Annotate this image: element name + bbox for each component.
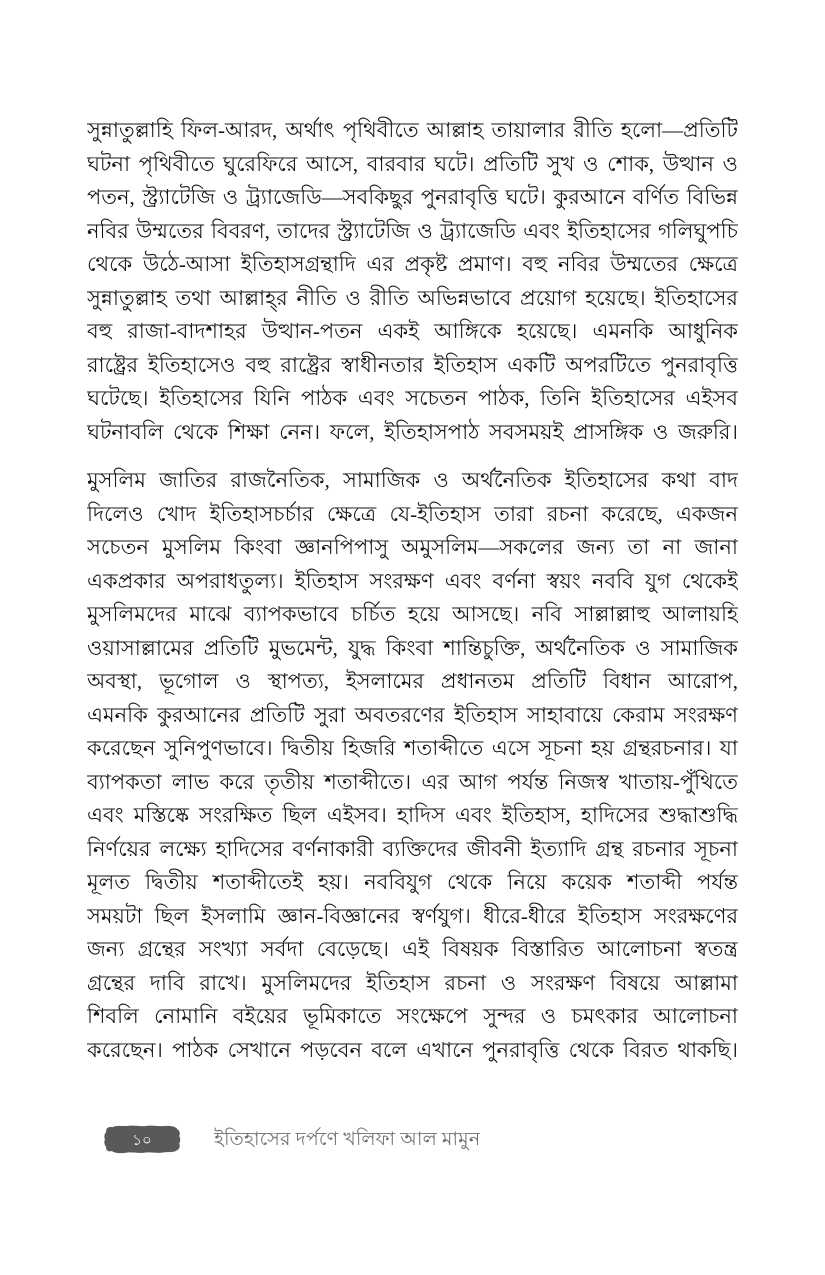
text-line: ওয়াসাল্লামের প্রতিটি মুভমেন্ট, যুদ্ধ কিংবা শান্তিচুক্তি, অর্থনৈতিক ও সামাজিক — [87, 635, 738, 660]
paragraph — [87, 464, 738, 1067]
text-line: করেছেন সুনিপুণভাবে। দ্বিতীয় হিজরি শতাব্দীতে এসে সূচনা হয় গ্রন্থরচনার। যা — [87, 736, 738, 760]
text-line: ব্যাপকতা লাভ করে তৃতীয় শতাব্দীতে। এর আগ পর্যন্ত নিজস্ব খাতায়-পুঁথিতে — [87, 769, 738, 794]
text-line: শিবলি নোমানি বইয়ের ভূমিকাতে সংক্ষেপে সুন্দর ও চমৎকার আলোচনা — [87, 1004, 738, 1028]
text-line: পতন, স্ট্র্যাটেজি ও ট্র্যাজেডি—সবকিছুর পুনরাবৃত্তি ঘটে। কুরআনে বর্ণিত বিভিন্ন — [87, 185, 738, 209]
text-line: ঘটনাবলি থেকে শিক্ষা নেন। ফলে, ইতিহাসপাঠ সবসময়ই প্রাসঙ্গিক ও জরুরি। — [87, 419, 738, 444]
text-line: ঘটনা পৃথিবীতে ঘুরেফিরে আসে, বারবার ঘটে। প্রতিটি সুখ ও শোক, উত্থান ও — [87, 151, 738, 176]
text-line: করেছেন। পাঠক সেখানে পড়বেন বলে এখানে পুনরাবৃত্তি থেকে বিরত থাকছি। — [87, 1037, 738, 1062]
text-line: নবির উম্মতের বিবরণ, তাদের স্ট্র্যাটেজি ও ট্র্যাজেডি এবং ইতিহাসের গলিঘুপচি — [87, 218, 738, 243]
text-line: সুন্নাতুল্লাহ তথা আল্লাহ্‌র নীতি ও রীতি অভিন্নভাবে প্রয়োগ হয়েছে। ইতিহাসের — [87, 285, 738, 310]
page-number-badge — [103, 1124, 181, 1155]
text-line: গ্রন্থের দাবি রাখে। মুসলিমদের ইতিহাস রচনা ও সংরক্ষণ বিষয়ে আল্লামা — [87, 970, 738, 995]
text-block — [87, 114, 738, 1067]
book-title: ইতিহাসের দর্পণে খলিফা আল মামুন — [214, 1129, 481, 1150]
text-line: রাষ্ট্রের ইতিহাসেও বহু রাষ্ট্রের স্বাধীনতার ইতিহাস একটি অপরটিতে পুনরাবৃত্তি — [87, 352, 738, 377]
paragraph — [87, 114, 738, 449]
text-line: নির্ণয়ের লক্ষ্যে হাদিসের বর্ণনাকারী ব্যক্তিদের জীবনী ইত্যাদি গ্রন্থ রচনার সূচনা — [87, 836, 738, 861]
text-line: সচেতন মুসলিম কিংবা জ্ঞানপিপাসু অমুসলিম—সকলের জন্য তা না জানা — [87, 535, 738, 559]
text-line: বহু রাজা-বাদশাহর উত্থান-পতন একই আঙ্গিকে হয়েছে। এমনকি আধুনিক — [87, 319, 738, 343]
text-line: এমনকি কুরআনের প্রতিটি সুরা অবতরণের ইতিহাস সাহাবায়ে কেরাম সংরক্ষণ — [87, 702, 738, 727]
text-line: থেকে উঠে-আসা ইতিহাসগ্রন্থাদি এর প্রকৃষ্ট প্রমাণ। বহু নবির উম্মতের ক্ষেত্রে — [87, 252, 738, 276]
text-line: একপ্রকার অপরাধতুল্য। ইতিহাস সংরক্ষণ এবং বর্ণনা স্বয়ং নববি যুগ থেকেই — [87, 568, 738, 593]
text-line: সুন্নাতুল্লাহি ফিল-আরদ, অর্থাৎ পৃথিবীতে আল্লাহ তায়ালার রীতি হলো—প্রতিটি — [87, 118, 738, 142]
text-line: মুসলিমদের মাঝে ব্যাপকভাবে চর্চিত হয়ে আসছে। নবি সাল্লাল্লাহু আলায়হি — [87, 602, 738, 626]
text-line: সময়টা ছিল ইসলামি জ্ঞান-বিজ্ঞানের স্বর্ণযুগ। ধীরে-ধীরে ইতিহাস সংরক্ষণের — [87, 903, 738, 928]
text-line: দিলেও খোদ ইতিহাসচর্চার ক্ষেত্রে যে-ইতিহাস তারা রচনা করেছে, একজন — [87, 501, 738, 526]
text-line: জন্য গ্রন্থের সংখ্যা সর্বদা বেড়েছে। এই বিষয়ক বিস্তারিত আলোচনা স্বতন্ত্র — [87, 937, 738, 961]
text-line: এবং মস্তিষ্কে সংরক্ষিত ছিল এইসব। হাদিস এবং ইতিহাস, হাদিসের শুদ্ধাশুদ্ধি — [87, 803, 738, 827]
text-line: ঘটেছে। ইতিহাসের যিনি পাঠক এবং সচেতন পাঠক, তিনি ইতিহাসের এইসব — [87, 386, 738, 410]
text-line: মূলত দ্বিতীয় শতাব্দীতেই হয়। নববিযুগ থেকে নিয়ে কয়েক শতাব্দী পর্যন্ত — [87, 870, 738, 894]
page-number: ১০ — [132, 1133, 152, 1149]
text-line: মুসলিম জাতির রাজনৈতিক, সামাজিক ও অর্থনৈতিক ইতিহাসের কথা বাদ — [87, 468, 738, 492]
text-line: অবস্থা, ভূগোল ও স্থাপত্য, ইসলামের প্রধানতম প্রতিটি বিধান আরোপ, — [87, 669, 738, 693]
page-footer — [103, 1124, 480, 1155]
